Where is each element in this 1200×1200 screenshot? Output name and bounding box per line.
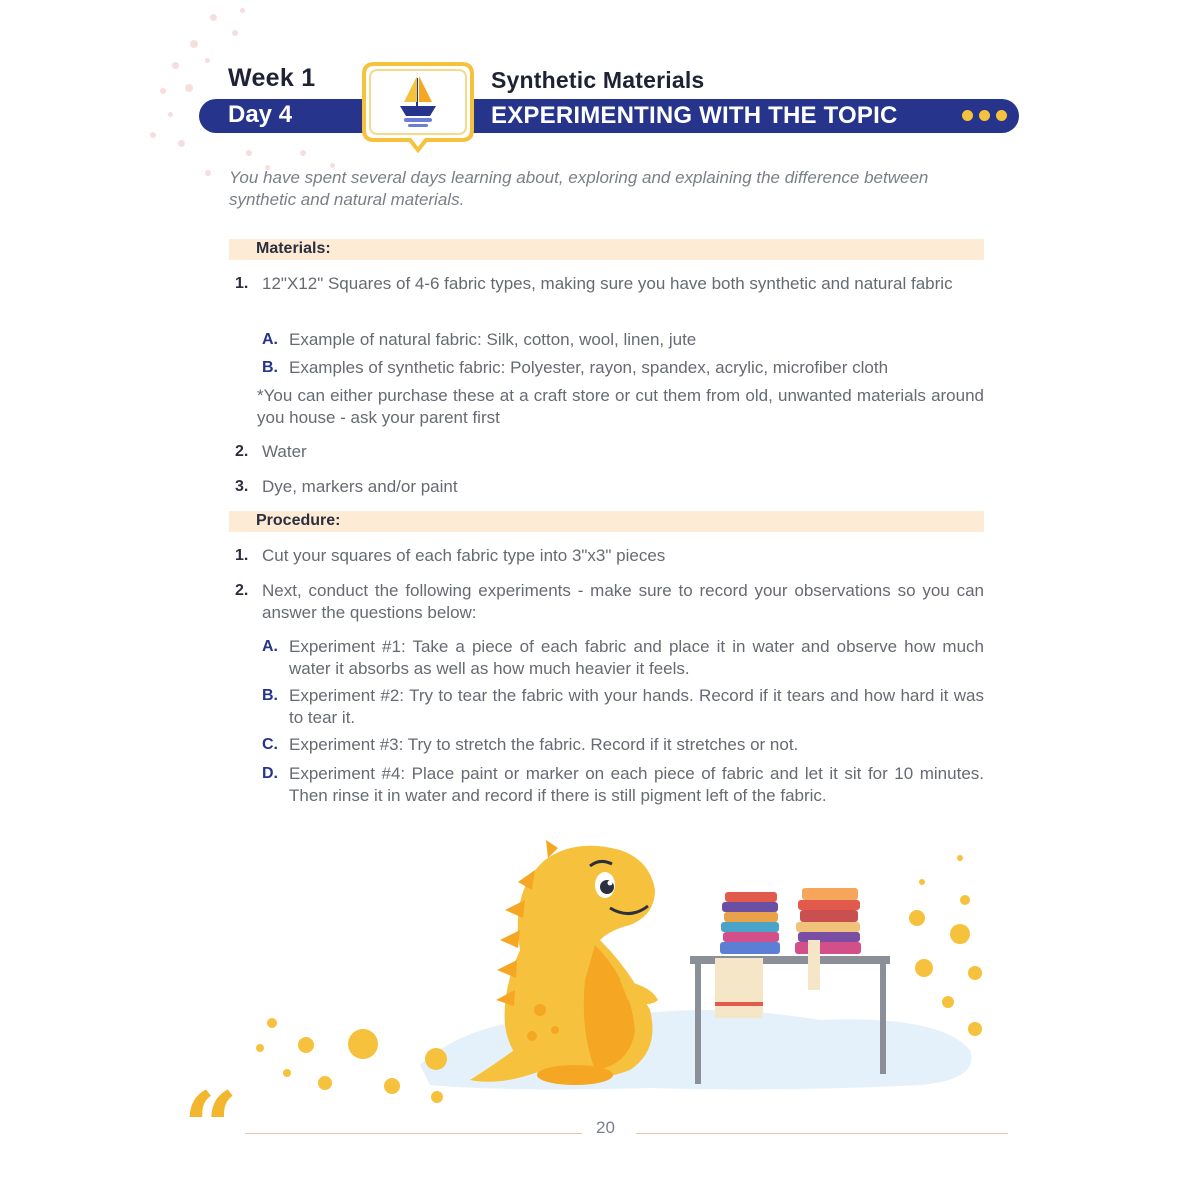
dinosaur-illustration <box>180 830 1020 1120</box>
list-number: 2. <box>235 443 249 460</box>
week-label: Week 1 <box>228 64 316 92</box>
list-number: 1. <box>235 275 249 292</box>
list-item: Example of natural fabric: Silk, cotton, wool, linen, jute <box>289 330 697 349</box>
list-number: 2. <box>235 582 249 599</box>
list-number: 3. <box>235 478 249 495</box>
footer-rule-left <box>245 1133 582 1134</box>
footer-rule-right <box>636 1133 1008 1134</box>
quote-mark-icon: “ <box>183 1071 239 1184</box>
list-item: Next, conduct the following experiments - make sure to record your observations so you can answer the questions below: <box>262 581 984 622</box>
materials-note: *You can either purchase these at a craft store or cut them from old, unwanted materials around you house - ask your parent first <box>257 386 984 427</box>
materials-heading: Materials: <box>256 240 331 257</box>
lesson-title: EXPERIMENTING WITH THE TOPIC <box>491 102 898 129</box>
list-letter: A. <box>262 638 278 655</box>
intro-text: You have spent several days learning about, exploring and explaining the difference between synthetic and natural materials. <box>229 168 929 209</box>
list-letter: B. <box>262 687 278 704</box>
list-item: Dye, markers and/or paint <box>262 477 458 496</box>
procedure-section-bar <box>229 511 984 532</box>
list-item: Experiment #1: Take a piece of each fabric and place it in water and observe how much water it absorbs as well as how much heavier it feels. <box>289 637 984 678</box>
list-item: 12"X12" Squares of 4-6 fabric types, making sure you have both synthetic and natural fabric <box>262 274 953 293</box>
list-item: Experiment #3: Try to stretch the fabric. Record if it stretches or not. <box>289 735 799 754</box>
list-item: Cut your squares of each fabric type into 3"x3" pieces <box>262 546 666 565</box>
list-letter: B. <box>262 359 278 376</box>
subject-title: Synthetic Materials <box>491 67 705 93</box>
materials-section-bar <box>229 239 984 260</box>
page-number: 20 <box>596 1118 615 1137</box>
list-letter: A. <box>262 331 278 348</box>
list-letter: D. <box>262 765 278 782</box>
list-item: Examples of synthetic fabric: Polyester, rayon, spandex, acrylic, microfiber cloth <box>289 358 889 377</box>
list-letter: C. <box>262 736 278 753</box>
procedure-heading: Procedure: <box>256 512 341 529</box>
list-item: Experiment #2: Try to tear the fabric with your hands. Record if it tears and how hard it was to tear it. <box>289 686 984 727</box>
day-label: Day 4 <box>228 101 293 128</box>
sailboat-icon <box>360 58 476 158</box>
list-item: Water <box>262 442 307 461</box>
list-number: 1. <box>235 547 249 564</box>
list-item: Experiment #4: Place paint or marker on each piece of fabric and let it sit for 10 minutes. Then rinse it in water and record if there is still pigment left of the fabric. <box>289 764 984 805</box>
